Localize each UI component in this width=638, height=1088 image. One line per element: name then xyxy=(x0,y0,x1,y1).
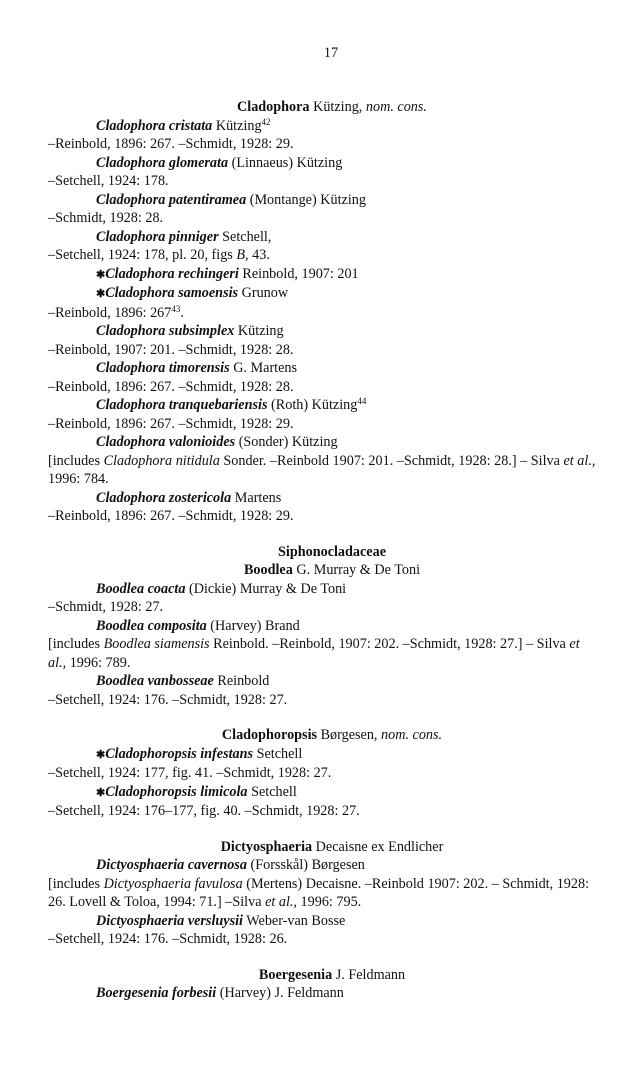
includes-end: 1996: 784. xyxy=(48,471,109,487)
species-line xyxy=(96,617,596,636)
genus-heading xyxy=(68,561,596,580)
species-line xyxy=(96,672,596,691)
includes-note xyxy=(48,635,596,672)
species-name: Boodlea coacta xyxy=(96,580,186,597)
reference-tail: . xyxy=(180,304,184,321)
species-name: Cladophora subsimplex xyxy=(96,323,235,339)
species-author: (Forsskål) Børgesen xyxy=(246,857,365,873)
genus-authority: Børgesen, xyxy=(317,727,382,743)
genus-heading xyxy=(68,726,596,745)
genus-name: Dictyosphaeria xyxy=(220,838,313,855)
species-line xyxy=(96,322,596,341)
reference-line: –Reinbold, 1896: 267. –Schmidt, 1928: 29. xyxy=(48,136,294,152)
species-author: (Linnaeus) Kützing xyxy=(228,154,343,171)
reference-line: –Setchell, 1924: 177, fig. 41. –Schmidt, 1928: 27. xyxy=(48,765,332,781)
species-author: Setchell xyxy=(247,783,297,800)
species-author: (Dickie) Murray & De Toni xyxy=(185,580,347,597)
species-line xyxy=(96,489,596,508)
species-line xyxy=(96,359,596,378)
genus-authority: G. Murray & De Toni xyxy=(292,562,421,578)
species-line xyxy=(96,984,596,1003)
reference-text: –Reinbold, 1896: 267 xyxy=(48,304,172,321)
nom-cons: nom. cons. xyxy=(381,727,443,743)
includes-text: Reinbold. –Reinbold, 1907: 202. –Schmidt, 1928: 27.] – Silva xyxy=(209,636,570,652)
genus-section-cladophoropsis xyxy=(48,726,596,821)
species-author: Setchell, xyxy=(218,228,272,245)
species-line xyxy=(96,912,596,931)
species-name: Dictyosphaeria cavernosa xyxy=(96,857,247,873)
species-line xyxy=(96,284,596,304)
includes-end: 1996: 789. xyxy=(66,654,131,671)
species-name: Boodlea vanbosseae xyxy=(96,673,214,689)
reference-line xyxy=(48,304,596,323)
species-author: (Sonder) Kützing xyxy=(235,434,338,450)
genus-heading xyxy=(68,838,596,857)
species-line xyxy=(96,265,596,285)
includes-prefix: [includes xyxy=(48,875,104,892)
reference-line xyxy=(48,246,596,265)
family-section-siphonocladaceae xyxy=(48,543,596,710)
et-al: et al., xyxy=(563,452,596,469)
species-line xyxy=(96,191,596,210)
species-author: Reinbold, 1907: 201 xyxy=(238,265,359,282)
reference-line: –Reinbold, 1896: 267. –Schmidt, 1928: 29. xyxy=(48,415,294,432)
reference-line: –Setchell, 1924: 176. –Schmidt, 1928: 26. xyxy=(48,931,288,947)
species-line xyxy=(96,433,596,452)
reference-line: –Schmidt, 1928: 27. xyxy=(48,599,164,615)
genus-name: Cladophoropsis xyxy=(221,727,318,743)
genus-section-dictyosphaeria xyxy=(48,838,596,949)
species-author: G. Martens xyxy=(229,360,298,376)
species-author: Kützing xyxy=(212,117,262,134)
species-author: (Montange) Kützing xyxy=(246,191,366,208)
genus-name: Boodlea xyxy=(243,562,293,578)
species-author: (Harvey) Brand xyxy=(206,617,300,634)
page-number: 17 xyxy=(323,45,339,61)
species-name: Cladophora glomerata xyxy=(96,154,229,171)
star-icon: ✱ xyxy=(96,268,106,281)
species-author: Setchell xyxy=(253,745,303,762)
reference-tail: , 43. xyxy=(245,247,270,263)
includes-text: (Mertens) Decaisne. –Reinbold 1907: 202. – Schmidt, 1928: 26. Lovell & Toloa, 1994: 71.] –Silva xyxy=(48,875,590,910)
species-name: Cladophora rechingeri xyxy=(105,265,239,282)
document-page xyxy=(48,44,596,1003)
genus-name: Boergesenia xyxy=(258,966,333,983)
species-author: (Harvey) J. Feldmann xyxy=(216,985,344,1001)
reference-text: –Setchell, 1924: 178, pl. 20, figs xyxy=(48,247,237,263)
reference-line: –Schmidt, 1928: 28. xyxy=(48,210,164,226)
includes-end: 1996: 795. xyxy=(296,894,362,910)
genus-authority: Decaisne ex Endlicher xyxy=(312,838,444,855)
species-name: Cladophora valonioides xyxy=(96,434,236,450)
species-name: Boergesenia forbesii xyxy=(96,985,217,1001)
species-name: Cladophora timorensis xyxy=(96,360,230,376)
et-al: et al., xyxy=(48,636,580,671)
genus-name: Cladophora xyxy=(237,99,310,115)
species-name: Boodlea composita xyxy=(96,617,207,634)
species-name: Cladophora pinniger xyxy=(96,228,219,245)
species-name: Cladophoropsis infestans xyxy=(105,745,254,762)
reference-line: –Reinbold, 1907: 201. –Schmidt, 1928: 28. xyxy=(48,341,294,358)
footnote-marker: 42 xyxy=(261,116,271,127)
genus-authority: J. Feldmann xyxy=(332,966,406,983)
figure-letter: B xyxy=(236,247,246,263)
genus-authority: Kützing, xyxy=(309,99,366,115)
species-line xyxy=(96,228,596,247)
species-line xyxy=(96,856,596,875)
genus-section-boergesenia xyxy=(48,966,596,1003)
species-line xyxy=(96,154,596,173)
family-heading: Siphonocladaceae xyxy=(278,543,386,560)
synonym-name: Boodlea siamensis xyxy=(103,636,210,652)
species-author: Martens xyxy=(231,489,282,506)
reference-line: –Setchell, 1924: 178. xyxy=(48,173,169,189)
species-name: Cladophoropsis limicola xyxy=(105,783,248,800)
species-name: Cladophora patentiramea xyxy=(96,191,247,208)
includes-text: Sonder. –Reinbold 1907: 201. –Schmidt, 1928: 28.] – Silva xyxy=(219,452,564,469)
genus-heading xyxy=(68,966,596,985)
star-icon: ✱ xyxy=(96,786,106,799)
star-icon: ✱ xyxy=(96,288,106,300)
species-name: Dictyosphaeria versluysii xyxy=(96,912,243,929)
species-line xyxy=(96,580,596,599)
et-al: et al., xyxy=(265,894,297,910)
species-author: (Roth) Kützing xyxy=(267,397,358,413)
species-name: Cladophora zostericola xyxy=(96,489,232,506)
reference-line: –Reinbold, 1896: 267. –Schmidt, 1928: 28. xyxy=(48,378,294,395)
includes-note xyxy=(48,875,596,912)
includes-note xyxy=(48,452,596,489)
species-line xyxy=(96,117,596,136)
species-author: Reinbold xyxy=(213,673,270,689)
species-name: Cladophora cristata xyxy=(96,117,213,134)
footnote-marker: 43 xyxy=(171,303,181,314)
species-line xyxy=(96,783,596,803)
synonym-name: Dictyosphaeria favulosa xyxy=(103,875,243,892)
species-author: Weber-van Bosse xyxy=(243,912,346,929)
reference-line: –Setchell, 1924: 176. –Schmidt, 1928: 27. xyxy=(48,691,288,708)
genus-section-cladophora xyxy=(48,98,596,526)
synonym-name: Cladophora nitidula xyxy=(103,452,220,469)
species-author: Kützing xyxy=(234,323,284,339)
species-line xyxy=(96,745,596,765)
species-author: Grunow xyxy=(238,285,289,301)
nom-cons: nom. cons. xyxy=(365,99,427,115)
reference-line: –Setchell, 1924: 176–177, fig. 40. –Schmidt, 1928: 27. xyxy=(48,803,360,819)
star-icon: ✱ xyxy=(96,748,106,761)
includes-prefix: [includes xyxy=(48,636,104,652)
reference-line: –Reinbold, 1896: 267. –Schmidt, 1928: 29. xyxy=(48,508,294,524)
species-line xyxy=(96,396,596,415)
genus-heading xyxy=(68,98,596,117)
footnote-marker: 44 xyxy=(357,396,367,406)
includes-prefix: [includes xyxy=(48,452,104,469)
species-name: Cladophora samoensis xyxy=(105,285,239,301)
species-name: Cladophora tranquebariensis xyxy=(96,397,268,413)
